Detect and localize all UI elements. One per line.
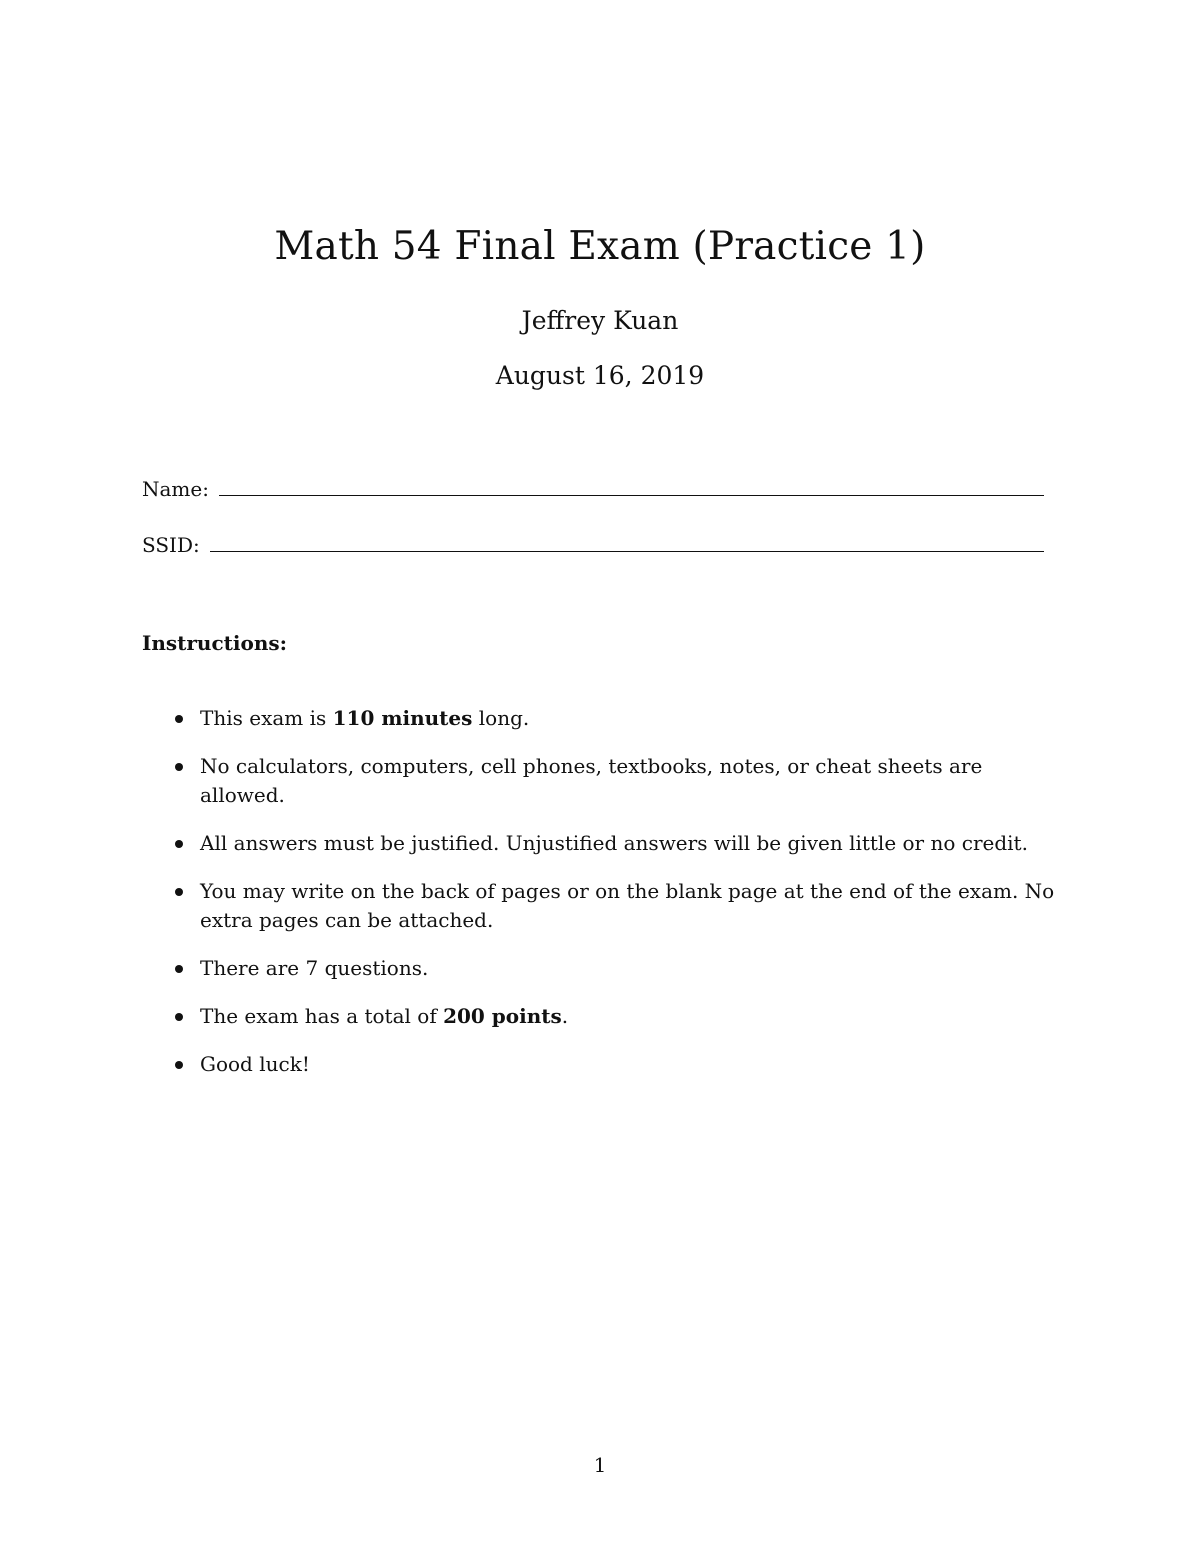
instruction-text: This exam is: [200, 706, 333, 730]
instruction-item: [142, 954, 1072, 983]
instruction-text: Good luck!: [200, 1052, 310, 1076]
instructions-heading: Instructions:: [142, 631, 288, 655]
instruction-item: [142, 1002, 1072, 1031]
instruction-item: [142, 1050, 1072, 1079]
name-field-row: [142, 476, 1044, 502]
ssid-label: SSID:: [142, 533, 200, 557]
ssid-field-row: [142, 532, 1044, 558]
bullet-icon: [175, 840, 183, 848]
instructions-list: [142, 704, 1072, 1098]
name-label: Name:: [142, 477, 209, 501]
instruction-text: The exam has a total of: [200, 1004, 444, 1028]
bullet-icon: [175, 1061, 183, 1069]
bullet-icon: [175, 763, 183, 771]
instruction-item: [142, 877, 1072, 935]
ssid-blank-line: [210, 551, 1044, 552]
bullet-icon: [175, 715, 183, 723]
instruction-item: [142, 829, 1072, 858]
bullet-icon: [175, 965, 183, 973]
page-number: 1: [593, 1453, 607, 1477]
bullet-icon: [175, 888, 183, 896]
exam-title: Math 54 Final Exam (Practice 1): [274, 224, 926, 269]
instruction-text-tail: .: [561, 1004, 569, 1028]
instruction-text: No calculators, computers, cell phones, textbooks, notes, or cheat sheets are allowed.: [200, 754, 983, 807]
instruction-bold-text: 200 points: [443, 1004, 562, 1028]
instruction-text: There are 7 questions.: [200, 956, 429, 980]
author-name: Jeffrey Kuan: [521, 306, 679, 335]
instruction-text: All answers must be justified. Unjustified answers will be given little or no credit.: [200, 831, 1028, 855]
instruction-text: You may write on the back of pages or on the blank page at the end of the exam. No extra pages can be attached.: [200, 879, 1055, 932]
instruction-text-tail: long.: [472, 706, 530, 730]
instruction-item: [142, 704, 1072, 733]
instruction-item: [142, 752, 1072, 810]
name-blank-line: [219, 495, 1044, 496]
bullet-icon: [175, 1013, 183, 1021]
instruction-bold-text: 110 minutes: [332, 706, 473, 730]
exam-date: August 16, 2019: [495, 361, 705, 390]
